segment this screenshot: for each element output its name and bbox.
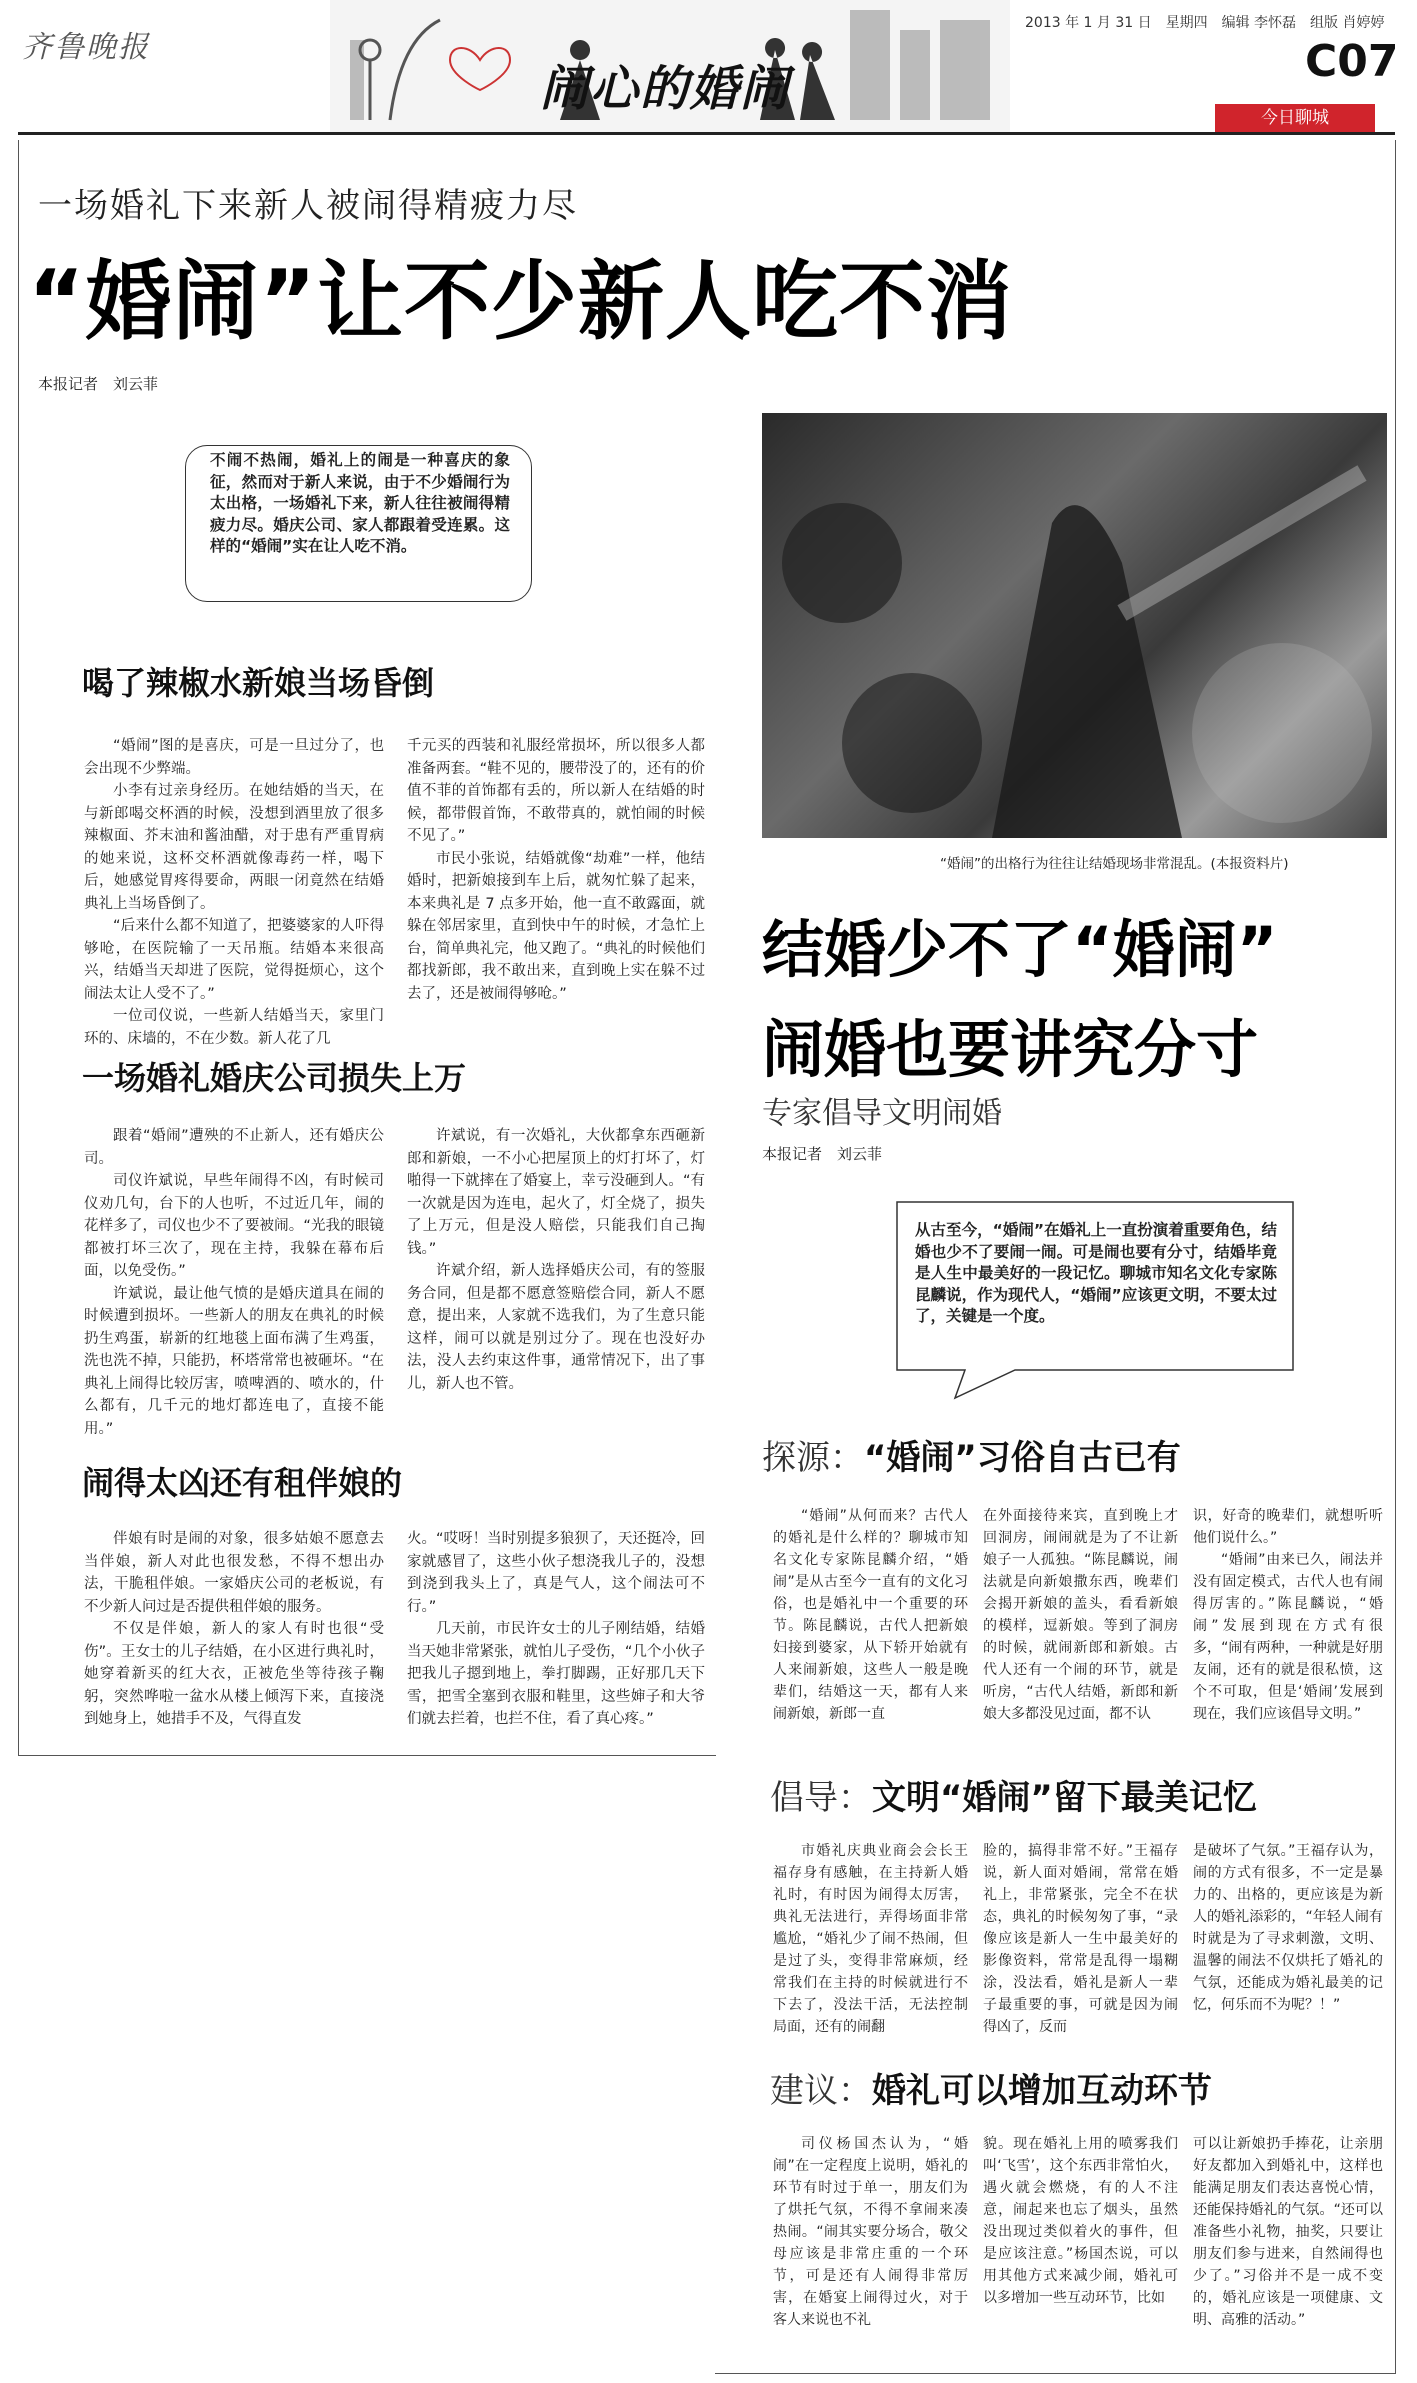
story1-kicker: 一场婚礼下来新人被闹得精疲力尽	[38, 186, 578, 226]
story2-sec1-col-a	[773, 1505, 968, 1725]
wedding-chaos-photo	[762, 413, 1387, 838]
story2-sec1-col-c	[1193, 1505, 1383, 1725]
paragraph: “婚闹”从何而来？古代人的婚礼是什么样的？聊城市知名文化专家陈昆麟介绍，“婚闹”是从古至今一直有的文化习俗，也是婚礼中一个重要的环节。陈昆麟说，古代人把新娘妇接到婆家，从下轿开始就有人来闹新娘，这些人一般是晚辈们，结婚这一天，都有人来闹新娘，新郎一直	[773, 1508, 968, 1722]
paragraph: 跟着“婚闹”遭殃的不止新人，还有婚庆公司。	[84, 1128, 384, 1167]
story2-headline-line2: 闹婚也要讲究分寸	[762, 1013, 1259, 1086]
story2-sec2-col-b	[983, 1840, 1178, 2038]
story1-sec1-col-a	[84, 735, 384, 1050]
story1-sec3-col-b	[407, 1528, 705, 1731]
story1-sec1-col-b	[407, 735, 705, 1005]
paper-name: 齐鲁晚报	[22, 30, 150, 65]
paragraph: 司仪杨国杰认为，“婚闹”在一定程度上说明，婚礼的环节有时过于单一，朋友们为了烘托气氛，不得不拿闹来凑热闹。“闹其实要分场合，敬父母应该是非常庄重的一个环节，可是还有人闹得非常厉害，在婚宴上闹得过火，对于客人来说也不礼	[773, 2136, 968, 2328]
story1-lead: 不闹不热闹，婚礼上的闹是一种喜庆的象征，然而对于新人来说，由于不少婚闹行为太出格，一场婚礼下来，新人往往被闹得精疲力尽。婚庆公司、家人都跟着受连累。这样的“婚闹”实在让人吃不消。	[210, 451, 510, 555]
paragraph: 伴娘有时是闹的对象，很多姑娘不愿意去当伴娘，新人对此也很发愁，不得不想出办法，干脆租伴娘。一家婚庆公司的老板说，有不少新人问过是否提供租伴娘的服务。	[84, 1531, 384, 1615]
story1-sec1-title: 喝了辣椒水新娘当场昏倒	[82, 664, 435, 702]
story2-sec3-col-b	[983, 2133, 1178, 2309]
story1-sec3-title: 闹得太凶还有租伴娘的	[82, 1464, 403, 1502]
section-tag: 今日聊城	[1215, 104, 1375, 132]
story2-sec3-title	[770, 2063, 1212, 2112]
story1-sec2-title: 一场婚礼婚庆公司损失上万	[82, 1059, 467, 1097]
paragraph: 火。“哎呀！当时别提多狼狈了，天还挺冷，回家就感冒了，这些小伙子想浇我儿子的，没想到浇到我头上了，真是气人，这个闹法可不行。”	[407, 1531, 705, 1615]
masthead	[0, 0, 1417, 135]
story1-sec2-col-a	[84, 1125, 384, 1440]
story1-headline: “婚闹”让不少新人吃不消	[28, 252, 1014, 352]
paragraph: “婚闹”由来已久，闹法并没有固定模式，古代人也有闹得厉害的。”陈昆麟说，“婚闹”发展到现在方式有很多，“闹有两种，一种就是好朋友闹，还有的就是很私愤，这个不可取，但是‘婚闹’发展到现在，我们应该倡导文明。”	[1193, 1552, 1383, 1722]
paragraph: 千元买的西装和礼服经常损坏，所以很多人都准备两套。“鞋不见的，腰带没了的，还有的价值不菲的首饰都有丢的，所以新人在结婚的时候，都带假首饰，不敢带真的，就怕闹的时候不见了。”	[407, 738, 705, 844]
story2-sec3-col-a	[773, 2133, 968, 2331]
paragraph: 不仅是伴娘，新人的家人有时也很“受伤”。王女士的儿子结婚，在小区进行典礼时，她穿着新买的红大衣，正被危坐等待孩子鞠躬，突然哗啦一盆水从楼上倾泻下来，直接浇到她身上，她措手不及，气得直发	[84, 1621, 384, 1727]
story1-sec3-col-a	[84, 1528, 384, 1731]
page-number: C07	[1305, 36, 1399, 87]
photo-texture	[762, 413, 1387, 838]
paragraph: 在外面接待来宾，直到晚上才回洞房，闹闹就是为了不让新娘子一人孤独。“陈昆麟说，闹法就是向新娘撒东西，晚辈们会揭开新娘的盖头，看看新娘的模样，逗新娘。等到了洞房的时候，就闹新郎和新娘。古代人还有一个闹的环节，就是听房，“古代人结婚，新郎和新娘大多都没见过面，都不认	[983, 1508, 1178, 1722]
story2-sec1-title	[762, 1430, 1181, 1479]
paragraph: 司仪许斌说，早些年闹得不凶，有时候司仪劝几句，台下的人也听，不过近几年，闹的花样多了，司仪也少不了要被闹。“光我的眼镜都被打坏三次了，现在主持，我躲在幕布后面，以免受伤。”	[84, 1173, 384, 1279]
paragraph: “婚闹”图的是喜庆，可是一旦过分了，也会出现不少弊端。	[84, 738, 384, 777]
story2-headline-line1: 结婚少不了“婚闹”	[762, 913, 1278, 986]
paragraph: 几天前，市民许女士的儿子刚结婚，结婚当天她非常紧张，就怕儿子受伤，“几个小伙子把我儿子摁到地上，拳打脚踢，正好那几天下雪，把雪全塞到衣服和鞋里，这些婶子和大爷们就去拦着，也拦不住，看了真心疼。”	[407, 1621, 705, 1727]
story2-sec2-col-c	[1193, 1840, 1383, 2016]
story1-sec2-col-b	[407, 1125, 705, 1395]
story1-byline: 本报记者 刘云菲	[38, 375, 159, 393]
date-editor-line: 2013 年 1 月 31 日 星期四 编辑 李怀磊 组版 肖婷婷	[1025, 15, 1385, 31]
story2-sec2-title-prefix: 倡导：	[770, 1778, 872, 1818]
paragraph: 市民小张说，结婚就像“劫难”一样，他结婚时，把新娘接到车上后，就匆忙躲了起来，本来典礼是 7 点多开始，他一直不敢露面，就躲在邻居家里，直到快中午的时候，才急忙上台，简单典礼完，他又跑了。“典礼的时候他们都找新郎，我不敢出来，直到晚上实在躲不过去了，还是被闹得够呛。”	[407, 850, 705, 1002]
story2-byline: 本报记者 刘云菲	[762, 1145, 883, 1163]
paragraph: 小李有过亲身经历。在她结婚的当天，在与新郎喝交杯酒的时候，没想到酒里放了很多辣椒面、芥末油和酱油醋，对于患有严重胃病的她来说，这杯交杯酒就像毒药一样，喝下后，她感觉胃疼得要命，两眼一闭竟然在结婚典礼上当场昏倒了。	[84, 783, 384, 912]
story2-sec2-title-main: 文明“婚闹”留下最美记忆	[872, 1778, 1257, 1818]
story2-sec3-title-prefix: 建议：	[770, 2071, 872, 2111]
story2-subhead: 专家倡导文明闹婚	[762, 1096, 1002, 1131]
story2-sec1-title-prefix: 探源：	[762, 1438, 864, 1478]
story2-sec3-col-c	[1193, 2133, 1383, 2331]
paragraph: 脸的，搞得非常不好。”王福存说，新人面对婚闹，常常在婚礼上，非常紧张，完全不在状态，典礼的时候匆匆了事，“录像应该是新人一生中最美好的影像资料，常常是乱得一塌糊涂，没法看，婚礼是新人一辈子最重要的事，可就是因为闹得凶了，反而	[983, 1843, 1178, 2035]
paragraph: 识，好奇的晚辈们，就想听听他们说什么。”	[1193, 1508, 1383, 1546]
paragraph: 可以让新娘扔手捧花，让亲朋好友都加入到婚礼中，这样也能满足朋友们表达喜悦心情，还能保持婚礼的气氛。“还可以准备些小礼物，抽奖，只要让朋友们参与进来，自然闹得也少了。”习俗并不是一成不变的，婚礼应该是一项健康、文明、高雅的活动。”	[1193, 2136, 1383, 2328]
story2-sec2-col-a	[773, 1840, 968, 2038]
paragraph: 貌。现在婚礼上用的喷雾我们叫‘飞雪’，这个东西非常怕火，遇火就会燃烧，有的人不注意，闹起来也忘了烟头，虽然没出现过类似着火的事件，但是应该注意。”杨国杰说，可以用其他方式来减少闹，婚礼可以多增加一些互动环节，比如	[983, 2136, 1178, 2306]
story2-sec2-title	[770, 1770, 1257, 1819]
story2-lead: 从古至今，“婚闹”在婚礼上一直扮演着重要角色，结婚也少不了要闹一闹。可是闹也要有分寸，结婚毕竟是人生中最美好的一段记忆。聊城市知名文化专家陈昆麟说，作为现代人，“婚闹”应该更文明，不要太过了，关键是一个度。	[915, 1221, 1277, 1325]
paragraph: 市婚礼庆典业商会会长王福存身有感触，在主持新人婚礼时，有时因为闹得太厉害，典礼无法进行，弄得场面非常尴尬，“婚礼少了闹不热闹，但是过了头，变得非常麻烦，经常我们在主持的时候就进行不下去了，没法干活，无法控制局面，还有的闹翻	[773, 1843, 968, 2035]
photo-caption: “婚闹”的出格行为往往让结婚现场非常混乱。(本报资料片)	[940, 856, 1289, 872]
paragraph: 是破坏了气氛。”王福存认为，闹的方式有很多，不一定是暴力的、出格的，更应该是为新人的婚礼添彩的，“年轻人闹有时就是为了寻求刺激，文明、温馨的闹法不仅烘托了婚礼的气氛，还能成为婚礼最美的记忆，何乐而不为呢？！”	[1193, 1843, 1383, 2013]
section-banner-title: 闹心的婚闹	[540, 61, 791, 117]
masthead-rule	[18, 132, 1395, 135]
paragraph: 一位司仪说，一些新人结婚当天，家里门环的、床墙的，不在少数。新人花了几	[84, 1008, 384, 1047]
paragraph: “后来什么都不知道了，把婆婆家的人吓得够呛，在医院输了一天吊瓶。结婚本来很高兴，结婚当天却进了医院，觉得挺烦心，这个闹法太让人受不了。”	[84, 918, 384, 1002]
paragraph: 许斌说，最让他气愤的是婚庆道具在闹的时候遭到损坏。一些新人的朋友在典礼的时候扔生鸡蛋，崭新的红地毯上面布满了生鸡蛋，洗也洗不掉，只能扔，杯塔常常也被砸坏。“在典礼上闹得比较厉害，喷啤酒的、喷水的，什么都有，几千元的地灯都连电了，直接不能用。”	[84, 1285, 384, 1437]
paragraph: 许斌说，有一次婚礼，大伙都拿东西砸新郎和新娘，一不小心把屋顶上的灯打坏了，灯啪得一下就摔在了婚宴上，幸亏没砸到人。“有一次就是因为连电，起火了，灯全烧了，损失了上万元，但是没人赔偿，只能我们自己掏钱。”	[407, 1128, 705, 1257]
story2-sec1-title-main: “婚闹”习俗自古已有	[864, 1438, 1181, 1478]
paragraph: 许斌介绍，新人选择婚庆公司，有的签服务合同，但是都不愿意签赔偿合同，新人不愿意，提出来，人家就不选我们，为了生意只能这样，闹可以就是别过分了。现在也没好办法，没人去约束这件事，通常情况下，出了事儿，新人也不管。	[407, 1263, 705, 1392]
story2-sec3-title-main: 婚礼可以增加互动环节	[872, 2071, 1212, 2111]
story2-sec1-col-b	[983, 1505, 1178, 1725]
